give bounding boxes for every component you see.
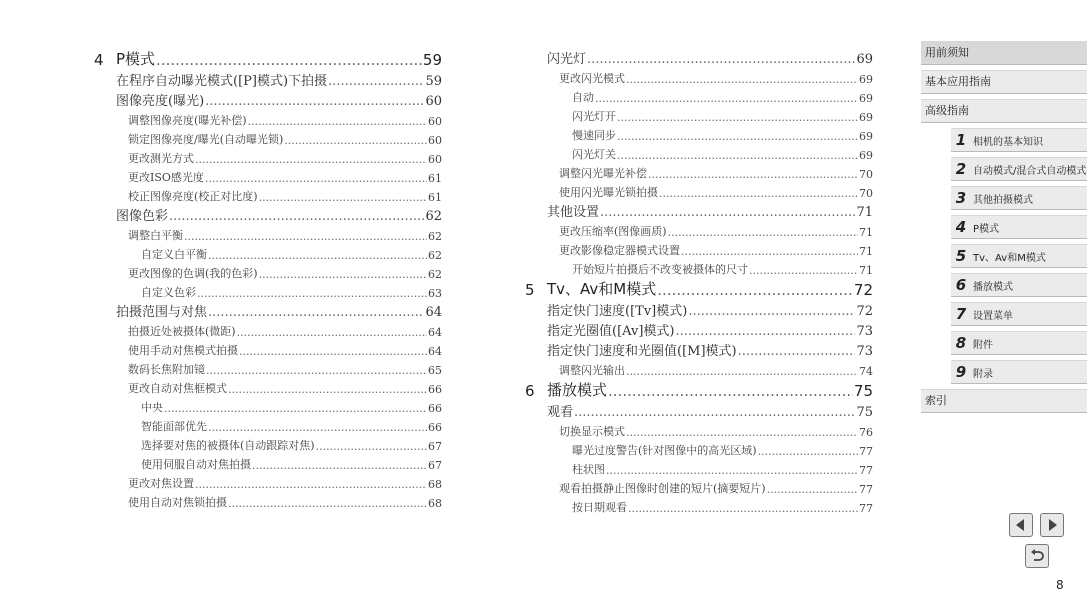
toc-entry-page: 69 [859,111,873,124]
toc-leader-dots [767,483,858,496]
toc-leader-dots [316,440,427,453]
toc-entry-title: 播放模式 [547,381,608,399]
toc-entry[interactable] [525,439,873,458]
toc-entry-page: 64 [428,326,442,339]
toc-entry-page: 60 [425,94,442,109]
toc-entry-page: 73 [856,324,873,339]
toc-leader-dots [169,209,424,224]
toc-leader-dots [164,402,427,415]
toc-leader-dots [205,172,427,185]
toc-entry[interactable] [525,200,873,220]
toc-leader-dots [657,281,853,299]
toc-chapter-number: 4 [94,51,104,69]
toc-entry-title: 更改闪光模式 [559,72,625,85]
toc-entry-title: 智能面部优先 [141,420,207,433]
toc-entry-page: 76 [859,426,873,439]
toc-entry[interactable] [525,220,873,239]
toc-entry-title: 更改对焦设置 [128,477,194,490]
toc-leader-dots [195,478,427,491]
toc-leader-dots [749,264,858,277]
nav-chapter-number: 7 [955,305,967,323]
toc-entry[interactable] [94,396,442,415]
toc-leader-dots [606,464,858,477]
toc-entry-title: 其他设置 [547,205,600,220]
toc-entry-title: 图像亮度(曝光) [116,94,205,109]
nav-chapter-1[interactable] [951,128,1087,152]
toc-entry-title: 调整闪光曝光补偿 [559,167,647,180]
toc-leader-dots [228,497,427,510]
toc-leader-dots [617,130,858,143]
arrow-left-icon [1012,516,1030,534]
toc-entry-title: 图像色彩 [116,209,169,224]
toc-leader-dots [208,305,424,320]
nav-chapter-number: 2 [955,160,967,178]
toc-entry-title: 更改压缩率(图像画质) [559,225,667,238]
toc-entry-title: 更改测光方式 [128,152,194,165]
toc-leader-dots [259,268,427,281]
nav-chapter-label: 自动模式/混合式自动模式 [973,165,1087,177]
toc-leader-dots [197,287,427,300]
toc-leader-dots [617,111,858,124]
toc-chapter-entry[interactable] [94,47,442,69]
previous-page-button[interactable] [1009,513,1033,537]
toc-middle-column [525,47,873,515]
toc-chapter-entry[interactable] [525,378,873,400]
toc-leader-dots [608,382,853,400]
toc-entry-page: 69 [859,73,873,86]
toc-entry-title: 使用闪光曝光锁拍摄 [559,186,658,199]
toc-entry-title: 柱状图 [572,463,605,476]
toc-chapter-number: 6 [525,382,535,400]
nav-chapter-number: 8 [955,334,967,352]
nav-chapter-5[interactable] [951,244,1087,268]
toc-entry-page: 59 [425,74,442,89]
toc-entry-page: 61 [428,172,442,185]
toc-leader-dots [659,187,858,200]
toc-entry-title: 拍摄近处被摄体(微距) [128,325,236,338]
toc-entry[interactable] [94,243,442,262]
toc-leader-dots [681,245,858,258]
toc-entry[interactable] [525,181,873,200]
toc-entry-title: 观看拍摄静止图像时创建的短片(摘要短片) [559,482,766,495]
toc-leader-dots [676,324,856,339]
toc-entry-title: 自定义色彩 [141,286,196,299]
arrow-right-icon [1043,516,1061,534]
nav-chapter-label: 其他拍摄模式 [973,194,1033,206]
toc-entry-page: 72 [856,304,873,319]
toc-entry[interactable] [525,420,873,439]
nav-chapter-label: 播放模式 [973,281,1013,293]
toc-entry-title: P模式 [116,50,156,68]
toc-left-column [94,47,442,510]
toc-entry[interactable] [94,377,442,396]
toc-entry-page: 71 [859,245,873,258]
toc-entry-page: 70 [859,168,873,181]
toc-entry[interactable] [525,124,873,143]
toc-entry[interactable] [525,496,873,515]
toc-entry-page: 69 [856,52,873,67]
nav-chapter-label: 设置菜单 [973,310,1013,322]
toc-entry-page: 77 [859,445,873,458]
toc-leader-dots [668,226,858,239]
toc-entry[interactable] [525,299,873,319]
toc-entry-title: 更改自动对焦框模式 [128,382,227,395]
toc-leader-dots [626,73,858,86]
toc-entry-page: 77 [859,502,873,515]
toc-entry-title: 选择要对焦的被摄体(自动跟踪对焦) [141,439,315,452]
toc-entry-title: 更改影像稳定器模式设置 [559,244,680,257]
toc-leader-dots [237,326,427,339]
nav-chapter-label: 附件 [973,339,993,351]
toc-leader-dots [208,421,427,434]
toc-entry[interactable] [525,458,873,477]
toc-leader-dots [206,364,427,377]
toc-entry-title: 数码长焦附加镜 [128,363,205,376]
toc-entry[interactable] [525,47,873,67]
toc-entry-title: 曝光过度警告(针对图像中的高光区域) [572,444,757,457]
nav-chapter-label: P模式 [973,223,1000,235]
toc-entry[interactable] [94,472,442,491]
toc-leader-dots [259,191,427,204]
side-navigation [921,41,1087,418]
toc-entry-page: 59 [422,51,442,69]
toc-entry-page: 77 [859,483,873,496]
toc-entry-title: Tv、Av和M模式 [547,280,657,298]
toc-entry[interactable] [94,147,442,166]
nav-chapter-3[interactable] [951,186,1087,210]
toc-entry-page: 62 [428,268,442,281]
toc-entry-title: 中央 [141,401,163,414]
nav-chapter-9[interactable] [951,360,1087,384]
toc-entry-title: 拍摄范围与对焦 [116,305,208,320]
toc-leader-dots [626,426,858,439]
toc-entry-title: 调整白平衡 [128,229,183,242]
toc-entry[interactable] [94,89,442,109]
toc-leader-dots [688,304,855,319]
toc-leader-dots [248,115,427,128]
nav-chapter-number: 5 [955,247,967,265]
nav-chapter-number: 3 [955,189,967,207]
toc-entry-title: 观看 [547,405,574,420]
toc-entry-page: 60 [428,153,442,166]
toc-entry-page: 66 [428,402,442,415]
toc-leader-dots [574,405,855,420]
nav-chapter-number: 6 [955,276,967,294]
toc-entry[interactable] [94,300,442,320]
toc-entry[interactable] [525,143,873,162]
toc-leader-dots [184,230,427,243]
toc-entry-page: 71 [856,205,873,220]
toc-entry-title: 指定快门速度和光圈值([M]模式) [547,344,737,359]
toc-entry[interactable] [525,339,873,359]
nav-chapter-6[interactable] [951,273,1087,297]
toc-leader-dots [156,51,422,69]
toc-entry[interactable] [525,400,873,420]
nav-section-2[interactable]: 高级指南 [921,99,1087,123]
toc-entry-page: 69 [859,149,873,162]
nav-chapter-7[interactable] [951,302,1087,326]
toc-entry-title: 自定义白平衡 [141,248,207,261]
toc-entry-title: 使用自动对焦锁拍摄 [128,496,227,509]
toc-leader-dots [626,365,858,378]
nav-section-1[interactable]: 基本应用指南 [921,70,1087,94]
toc-entry-page: 64 [425,305,442,320]
toc-entry-page: 62 [428,230,442,243]
toc-entry-title: 开始短片拍摄后不改变被摄体的尺寸 [572,263,748,276]
toc-entry[interactable] [525,105,873,124]
toc-entry[interactable] [94,491,442,510]
nav-index[interactable]: 索引 [921,389,1087,413]
toc-entry[interactable] [94,358,442,377]
toc-entry[interactable] [94,185,442,204]
toc-entry-page: 62 [425,209,442,224]
toc-entry-title: 更改图像的色调(我的色彩) [128,267,258,280]
nav-chapter-number: 9 [955,363,967,381]
toc-leader-dots [738,344,856,359]
toc-entry[interactable] [525,477,873,496]
return-icon [1028,547,1046,565]
toc-entry[interactable] [94,204,442,224]
toc-entry[interactable] [94,224,442,243]
toc-entry-page: 61 [428,191,442,204]
next-page-button[interactable] [1040,513,1064,537]
toc-chapter-entry[interactable] [525,277,873,299]
toc-entry-title: 更改ISO感光度 [128,171,204,184]
toc-entry[interactable] [525,319,873,339]
nav-chapter-label: 附录 [973,368,993,380]
toc-entry[interactable] [94,166,442,185]
toc-entry-title: 指定光圈值([Av]模式) [547,324,675,339]
toc-entry[interactable] [525,239,873,258]
toc-leader-dots [228,383,427,396]
toc-leader-dots [208,249,427,262]
toc-entry-page: 64 [428,345,442,358]
toc-entry-page: 77 [859,464,873,477]
nav-chapter-number: 1 [955,131,967,149]
toc-entry-title: 自动 [572,91,594,104]
toc-entry-page: 60 [428,115,442,128]
toc-entry-title: 在程序自动曝光模式([P]模式)下拍摄 [116,74,328,89]
toc-entry-page: 67 [428,459,442,472]
toc-entry-page: 69 [859,92,873,105]
nav-chapter-label: 相机的基本知识 [973,136,1043,148]
toc-entry-title: 慢速同步 [572,129,616,142]
toc-entry[interactable] [525,359,873,378]
toc-entry-page: 63 [428,287,442,300]
toc-entry-page: 62 [428,249,442,262]
toc-entry-page: 72 [853,281,873,299]
toc-entry-title: 调整闪光输出 [559,364,625,377]
toc-entry-title: 使用手动对焦模式拍摄 [128,344,238,357]
toc-leader-dots [239,345,427,358]
nav-chapter-2[interactable] [951,157,1087,181]
toc-entry-title: 锁定图像亮度/曝光(自动曝光锁) [128,133,284,146]
toc-chapter-number: 5 [525,281,535,299]
toc-leader-dots [328,74,424,89]
toc-entry[interactable] [94,128,442,147]
toc-entry-title: 调整图像亮度(曝光补偿) [128,114,247,127]
nav-chapter-label: Tv、Av和M模式 [973,252,1046,264]
toc-entry-title: 按日期观看 [572,501,627,514]
toc-entry-page: 73 [856,344,873,359]
toc-entry-page: 68 [428,478,442,491]
page-number: 8 [1056,578,1064,592]
toc-entry-page: 68 [428,497,442,510]
toc-entry-page: 67 [428,440,442,453]
toc-entry[interactable] [94,281,442,300]
toc-entry-title: 闪光灯 [547,52,587,67]
toc-leader-dots [195,153,427,166]
toc-entry[interactable] [94,339,442,358]
toc-entry[interactable] [525,86,873,105]
toc-entry-page: 75 [853,382,873,400]
toc-leader-dots [628,502,858,515]
toc-leader-dots [600,205,855,220]
toc-entry-title: 闪光灯关 [572,148,616,161]
toc-entry-page: 69 [859,130,873,143]
toc-entry-page: 65 [428,364,442,377]
toc-leader-dots [758,445,858,458]
toc-entry[interactable] [94,320,442,339]
toc-entry-page: 70 [859,187,873,200]
toc-entry-title: 校正图像亮度(校正对比度) [128,190,258,203]
toc-leader-dots [284,134,427,147]
nav-chapter-8[interactable] [951,331,1087,355]
toc-entry[interactable] [525,67,873,86]
toc-entry[interactable] [525,258,873,277]
nav-chapter-4[interactable] [951,215,1087,239]
toc-leader-dots [595,92,858,105]
toc-entry-title: 使用伺服自动对焦拍摄 [141,458,251,471]
toc-entry-page: 66 [428,383,442,396]
toc-leader-dots [587,52,855,67]
toc-entry-title: 切换显示模式 [559,425,625,438]
nav-section-0[interactable]: 用前须知 [921,41,1087,65]
toc-entry-page: 71 [859,226,873,239]
toc-entry-title: 指定快门速度([Tv]模式) [547,304,688,319]
toc-entry-page: 75 [856,405,873,420]
toc-entry[interactable] [94,262,442,281]
toc-entry-page: 71 [859,264,873,277]
nav-chapter-number: 4 [955,218,967,236]
toc-entry[interactable] [94,415,442,434]
toc-entry[interactable] [94,453,442,472]
toc-leader-dots [617,149,858,162]
toc-entry[interactable] [94,434,442,453]
toc-leader-dots [205,94,424,109]
toc-entry[interactable] [94,69,442,89]
toc-leader-dots [252,459,427,472]
toc-entry-page: 74 [859,365,873,378]
return-button[interactable] [1025,544,1049,568]
toc-entry[interactable] [94,109,442,128]
toc-entry-page: 60 [428,134,442,147]
toc-leader-dots [648,168,858,181]
toc-entry[interactable] [525,162,873,181]
toc-entry-page: 66 [428,421,442,434]
toc-entry-title: 闪光灯开 [572,110,616,123]
